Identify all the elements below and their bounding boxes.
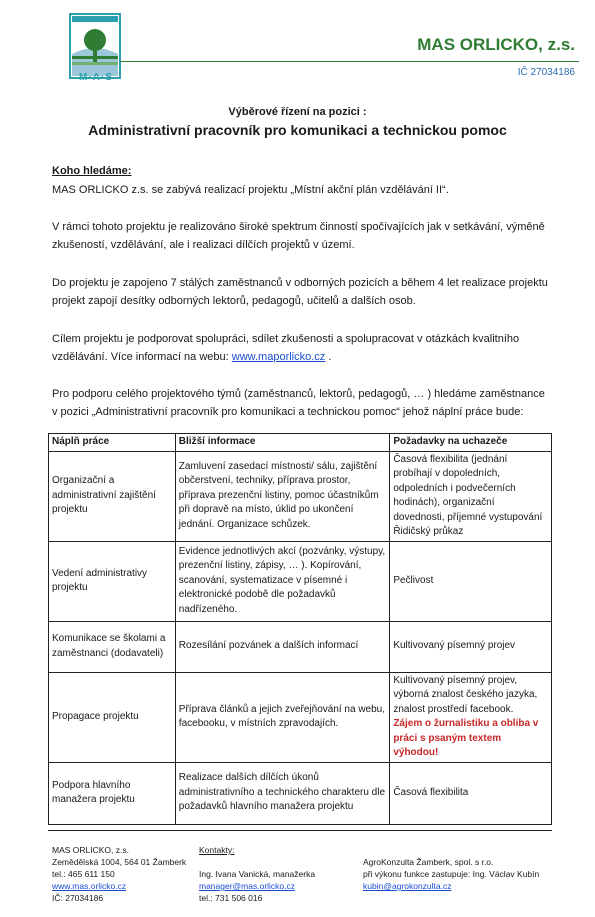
footer-partner-block — [363, 856, 539, 892]
footer-contact-name: Ing. Ivana Vanická, manažerka — [199, 869, 316, 879]
row-info: Zamluvení zasedací místnosti/ sálu, zajištění občerstvení, techniky, příprava prostor, příprava prezenční listiny, pomoc účastníkům při dopravě na místo, úklid po ukončení jednání. Organizace schůzek. — [175, 451, 390, 541]
row-info: Rozesílání pozvánek a dalších informací — [175, 621, 390, 672]
paragraph-1: MAS ORLICKO z.s. se zabývá realizací projektu „Místní akční plán vzdělávání II“. — [52, 184, 449, 196]
row-task: Organizační a administrativní zajištění projektu — [49, 451, 176, 541]
footer-org: MAS ORLICKO, z.s. — [52, 845, 129, 855]
position-intro: Výběrové řízení na pozici : — [228, 106, 367, 118]
web-link[interactable]: www.maporlicko.cz — [231, 351, 326, 363]
requirements-text: Kultivovaný písemný projev, výborná znalost českého jazyka, znalost prostředí facebook. — [393, 674, 538, 715]
header-task: Náplň práce — [49, 434, 176, 452]
paragraph-4-end: . — [328, 351, 332, 363]
row-info: Realizace dalších dílčích úkonů administrativního a technického charakteru dle požadavků hlavního manažera projektu — [175, 762, 390, 824]
org-ic: IČ 27034186 — [517, 67, 575, 78]
row-task: Podpora hlavního manažera projektu — [49, 762, 176, 824]
table-row — [49, 541, 552, 621]
table-header-row — [49, 434, 552, 452]
job-duties-table — [48, 433, 552, 825]
row-task: Propagace projektu — [49, 672, 176, 762]
row-info: Evidence jednotlivých akcí (pozvánky, výstupy, prezenční listiny, zápisy, … ). Kopírování, scanování, systematizace v písemné i elektronické podobě dle požadavků nadřízeného. — [175, 541, 390, 621]
footer-contact-tel: tel.: 731 506 016 — [199, 893, 263, 903]
footer-partner-role: při výkonu funkce zastupuje: Ing. Václav Kubín — [363, 869, 540, 879]
footer-contacts-block — [199, 844, 315, 904]
footer-contacts-label: Kontakty: — [199, 845, 235, 855]
row-requirements: Časová flexibilita (jednání probíhají v dopoledních, odpoledních i podvečerních hodinách), organizační dovednosti, příjemné vystupování Řidičský průkaz — [390, 451, 552, 541]
requirements-highlight: Zájem o žurnalistiku a obliba v práci s psaným textem výhodou! — [393, 718, 539, 758]
footer-tel: tel.: 465 611 150 — [52, 869, 115, 879]
header-divider — [120, 61, 579, 62]
table-row — [49, 451, 552, 541]
footer-partner: AgroKonzulta Žamberk, spol. s r.o. — [363, 857, 494, 867]
paragraph-4-text: Cílem projektu je podporovat spolupráci, sdílet zkušenosti a spolupracovat v otázkách kvalitního vzdělávání. Více informací na webu: — [52, 333, 520, 363]
paragraph-5: Pro podporu celého projektového týmů (zaměstnanců, lektorů, pedagogů, … ) hledáme zaměstnance v pozici „Administrativní pracovník pro komunikaci a technickou pomoc“ jehož náplní práce bude: — [52, 388, 545, 418]
footer-partner-email[interactable]: kubin@agrokonzulta.cz — [363, 881, 452, 891]
table-row — [49, 621, 552, 672]
footer-ic: IČ: 27034186 — [52, 893, 104, 903]
row-requirements: Kultivovaný písemný projev — [390, 621, 552, 672]
paragraph-3: Do projektu je zapojeno 7 stálých zaměstnanců v odborných pozicích a během 4 let realizace projektu projekt zapojí desítky odborných lektorů, pedagogů, učitelů a dalších osob. — [52, 277, 548, 307]
row-requirements — [390, 672, 552, 762]
paragraph-4 — [52, 330, 552, 366]
footer-contact-email[interactable]: manager@mas.orlicko.cz — [199, 881, 296, 891]
who-heading: Koho hledáme: — [52, 165, 132, 177]
footer-divider — [48, 830, 552, 831]
header-requirements: Požadavky na uchazeče — [390, 434, 552, 452]
footer-org-block — [52, 844, 186, 904]
header-info: Bližší informace — [175, 434, 390, 452]
row-requirements: Pečlivost — [390, 541, 552, 621]
paragraph-2: V rámci tohoto projektu je realizováno široké spektrum činností spočívajících jak v setkávání, výměně zkušeností, vzdělávání, ale i realizaci dílčích projektů v území. — [52, 221, 545, 251]
table-row — [49, 762, 552, 824]
footer-address: Zemědělská 1004, 564 01 Žamberk — [52, 857, 187, 867]
position-title: Administrativní pracovník pro komunikaci a technickou pomoc — [88, 122, 507, 138]
table-row — [49, 672, 552, 762]
footer-web-link[interactable]: www.mas.orlicko.cz — [52, 881, 127, 891]
logo-text: M·A·S — [79, 72, 113, 83]
row-task: Vedení administrativy projektu — [49, 541, 176, 621]
row-requirements: Časová flexibilita — [390, 762, 552, 824]
row-task: Komunikace se školami a zaměstnanci (dodavateli) — [49, 621, 176, 672]
org-name: MAS ORLICKO, z.s. — [417, 35, 575, 54]
row-info: Příprava článků a jejich zveřejňování na webu, facebooku, v místních zpravodajích. — [175, 672, 390, 762]
